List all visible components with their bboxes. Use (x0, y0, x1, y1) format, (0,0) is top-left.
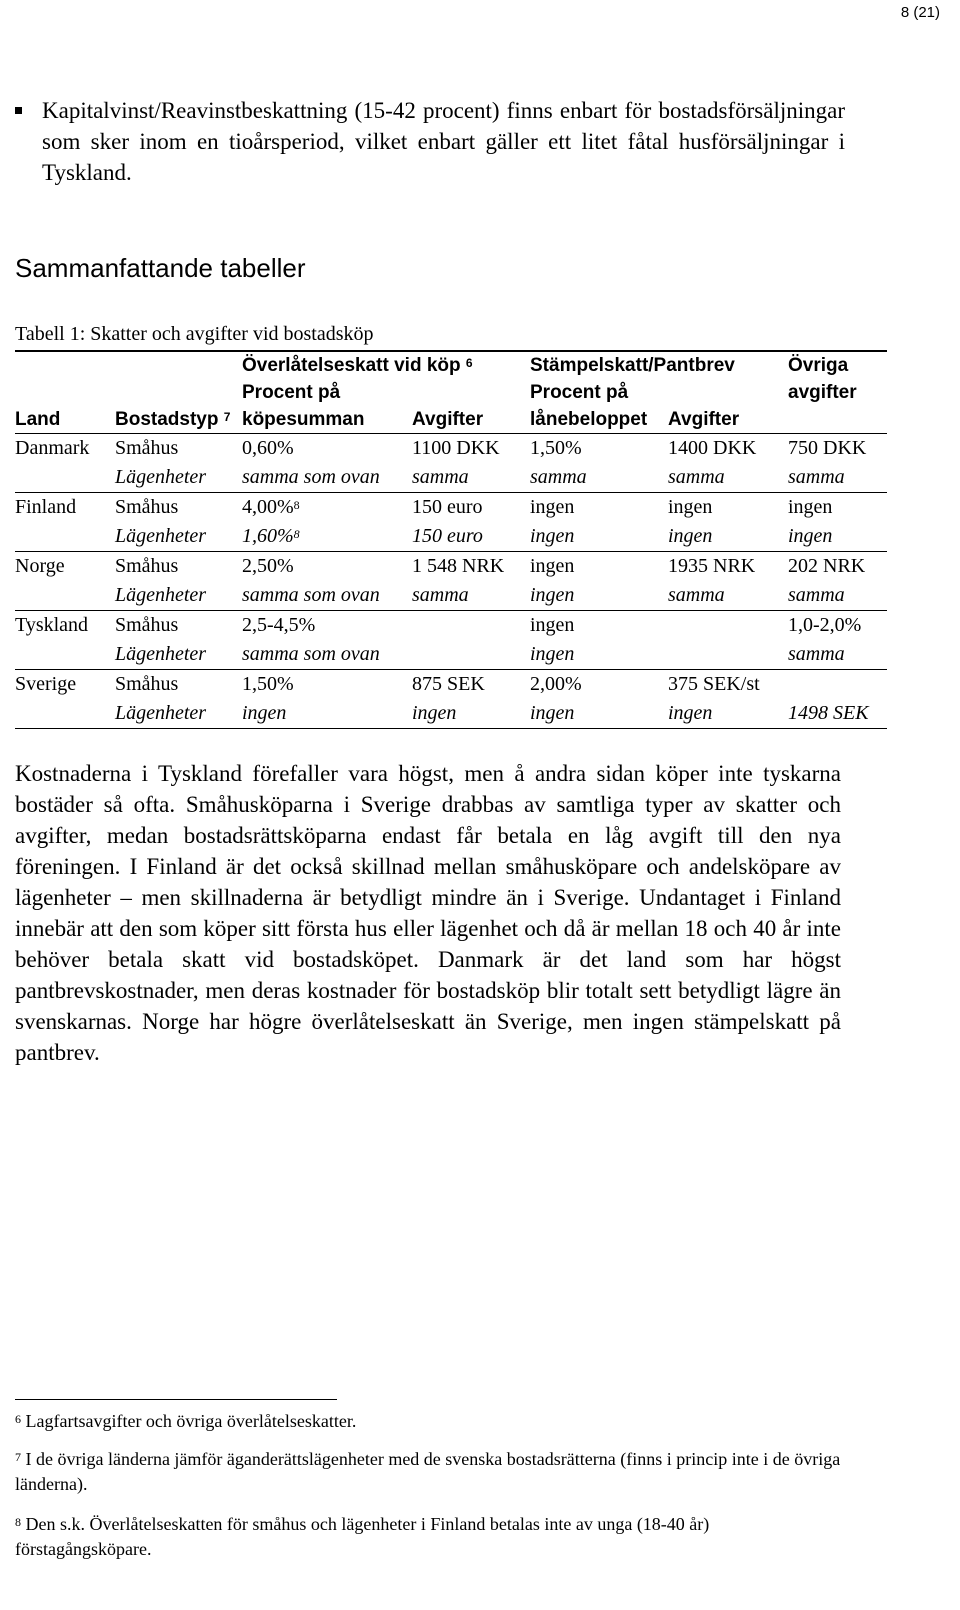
header-other-fees: Övriga (788, 351, 887, 379)
cell-land (15, 463, 115, 493)
cell-transfer-percent: 0,60% (242, 437, 294, 459)
cell-type: Småhus (115, 496, 179, 518)
cell-transfer-percent: samma som ovan (242, 463, 412, 493)
header-purchase-sum: köpesumman (242, 406, 412, 434)
header-percent-on: Procent på (242, 382, 341, 403)
cell-transfer-percent: samma som ovan (242, 640, 412, 670)
cell-stamp-fee: 375 SEK/st (668, 673, 760, 695)
footnote-8 (15, 1512, 845, 1562)
cell-land (15, 581, 115, 611)
body-paragraph: Kostnaderna i Tyskland förefaller vara högst, men å andra sidan köper inte tyskarna bostäder så ofta. Småhusköparna i Sverige drabbas av samtliga typer av skatter och avgifter, medan bostadsrättsköparna endast får betala en låg avgift till den nya föreningen. I Finland är det också skillnad mellan småhusköpare och andelsköpare av lägenheter – men skillnaderna är betydligt mindre än i Sverige. Undantaget i Finland innebär att den som köper sitt första hus eller lägenhet och då är mellan 18 och 40 år inte behöver betala skatt vid bostadsköpet. Danmark är det land som har högst pantbrevskostnader, men deras kostnader för bostadsköp blir totalt sett betydligt lägre än svenskarnas. Norge har högre överlåtelseskatt än Sverige, men ingen stämpelskatt på pantbrev. (15, 761, 841, 1065)
cell-transfer-percent: 1,60%$^8$ (242, 522, 412, 552)
header-type: Bostadstyp $^7$ (115, 406, 242, 434)
header-stamp-tax: Stämpelskatt/Pantbrev (530, 351, 788, 379)
cell-stamp-fee (668, 611, 788, 641)
cell-transfer-percent: 2,5-4,5% (242, 614, 316, 636)
cell-stamp-fee: samma (668, 581, 788, 611)
table-row (15, 640, 887, 670)
cell-type: Lägenheter (115, 522, 242, 552)
cell-transfer-fee (412, 611, 530, 641)
page-number: 8 (21) (900, 4, 940, 21)
footnote-6 (15, 1409, 845, 1434)
cell-stamp-percent: ingen (530, 555, 575, 577)
header-transfer-tax: Överlåtelseskatt vid köp $^6$ (242, 351, 530, 379)
table-header-row (15, 351, 887, 379)
cell-stamp-fee: ingen (668, 522, 788, 552)
table-row (15, 552, 887, 582)
cell-other-fees: 1498 SEK (788, 699, 887, 729)
cell-transfer-percent: ingen (242, 699, 412, 729)
table-row (15, 493, 887, 523)
cell-transfer-fee: 875 SEK (412, 673, 485, 695)
cell-land: Finland (15, 496, 77, 518)
cell-transfer-fee: ingen (412, 699, 530, 729)
table-header-row (15, 406, 887, 434)
table-row (15, 434, 887, 464)
table-row (15, 670, 887, 700)
cell-stamp-percent: 1,50% (530, 437, 582, 459)
footnote-number: 6 (15, 1412, 21, 1426)
cell-transfer-fee: 150 euro (412, 496, 483, 518)
cell-other-fees: 750 DKK (788, 437, 867, 459)
cell-stamp-percent: ingen (530, 640, 668, 670)
cell-transfer-fee: 150 euro (412, 522, 530, 552)
header-land: Land (15, 406, 115, 434)
cell-land: Tyskland (15, 614, 89, 636)
cell-transfer-fee: 1100 DKK (412, 437, 500, 459)
cell-stamp-percent: ingen (530, 699, 668, 729)
cell-stamp-percent: ingen (530, 496, 575, 518)
cell-land: Norge (15, 555, 65, 577)
cell-land: Sverige (15, 673, 77, 695)
cell-transfer-fee: 1 548 NRK (412, 555, 505, 577)
cell-other-fees: 202 NRK (788, 555, 866, 577)
footnote-number: 7 (15, 1450, 21, 1464)
cell-stamp-fee: 1935 NRK (668, 555, 756, 577)
tax-table (15, 350, 887, 729)
footnote-text: Den s.k. Överlåtelseskatten för småhus och lägenheter i Finland betalas inte av unga (18-40 år) förstagångsköpare. (15, 1514, 710, 1559)
header-percent-on: Procent på (530, 382, 629, 403)
cell-other-fees: 1,0-2,0% (788, 614, 862, 636)
cell-other-fees: ingen (788, 522, 887, 552)
table-row (15, 522, 887, 552)
footnote-text: Lagfartsavgifter och övriga överlåtelseskatter. (25, 1411, 357, 1431)
bullet-text: Kapitalvinst/Reavinstbeskattning (15-42 procent) finns enbart för bostadsförsäljningar som sker inom en tioårsperiod, vilket enbart gäller ett litet fåtal husförsäljningar i Tyskland. (42, 98, 845, 185)
cell-stamp-fee: samma (668, 463, 788, 493)
table-row (15, 463, 887, 493)
table-row (15, 581, 887, 611)
cell-type: Småhus (115, 673, 179, 695)
footnote-separator (15, 1399, 337, 1400)
cell-type: Lägenheter (115, 463, 242, 493)
cell-stamp-percent: ingen (530, 614, 575, 636)
cell-type: Lägenheter (115, 581, 242, 611)
cell-transfer-fee (412, 640, 530, 670)
footnote-7 (15, 1447, 845, 1497)
table-header-row (15, 379, 887, 406)
section-title: Sammanfattande tabeller (15, 253, 306, 283)
cell-stamp-percent: ingen (530, 522, 668, 552)
cell-other-fees (788, 670, 887, 700)
bullet-square-icon (15, 107, 22, 114)
cell-transfer-percent: samma som ovan (242, 581, 412, 611)
cell-other-fees: samma (788, 640, 887, 670)
header-fees-2: Avgifter (668, 406, 788, 434)
table-row (15, 611, 887, 641)
cell-transfer-percent: 2,50% (242, 555, 294, 577)
header-fees: Avgifter (412, 406, 530, 434)
header-other-fees-line2: avgifter (788, 382, 857, 403)
cell-other-fees: samma (788, 463, 887, 493)
table-row (15, 699, 887, 729)
cell-transfer-percent: 4,00%$^8$ (242, 496, 300, 518)
cell-type: Lägenheter (115, 699, 242, 729)
cell-land (15, 640, 115, 670)
table-caption: Tabell 1: Skatter och avgifter vid bostadsköp (15, 323, 374, 345)
cell-type: Småhus (115, 614, 179, 636)
cell-stamp-fee (668, 640, 788, 670)
cell-stamp-percent: 2,00% (530, 673, 582, 695)
footnote-number: 8 (15, 1515, 21, 1529)
cell-stamp-fee: ingen (668, 496, 713, 518)
cell-type: Småhus (115, 437, 179, 459)
cell-other-fees: samma (788, 581, 887, 611)
header-loan-amount: lånebeloppet (530, 406, 668, 434)
cell-transfer-percent: 1,50% (242, 673, 294, 695)
cell-stamp-percent: samma (530, 463, 668, 493)
cell-other-fees: ingen (788, 496, 833, 518)
cell-stamp-percent: ingen (530, 581, 668, 611)
cell-type: Småhus (115, 555, 179, 577)
cell-land (15, 699, 115, 729)
bullet-item (15, 95, 845, 188)
cell-stamp-fee: 1400 DKK (668, 437, 757, 459)
cell-land (15, 522, 115, 552)
footnote-text: I de övriga länderna jämför äganderättslägenheter med de svenska bostadsrätterna (finns i princip inte i de övriga länderna). (15, 1449, 841, 1494)
cell-transfer-fee: samma (412, 463, 530, 493)
cell-type: Lägenheter (115, 640, 242, 670)
cell-stamp-fee: ingen (668, 699, 788, 729)
cell-transfer-fee: samma (412, 581, 530, 611)
cell-land: Danmark (15, 437, 90, 459)
